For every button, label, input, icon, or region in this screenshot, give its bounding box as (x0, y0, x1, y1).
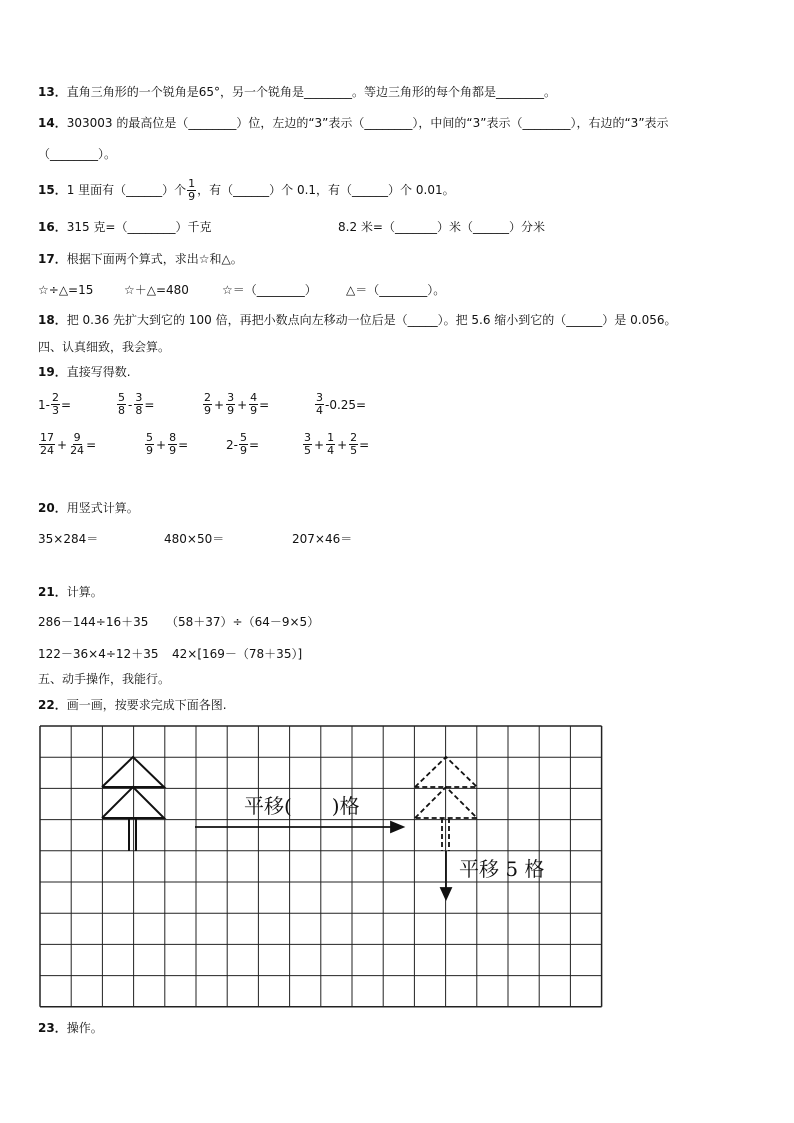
denominator: 9 (169, 444, 177, 457)
question-text: 直接写得数. (66, 365, 131, 379)
denominator: 9 (204, 404, 211, 417)
numerator: 2 (51, 391, 59, 404)
numerator: 3 (316, 391, 323, 404)
numerator: 1 (188, 176, 196, 190)
question-text: 根据下面两个算式，求出☆和△。 (66, 252, 243, 266)
section-heading: 四、认真细致，我会算。 (38, 340, 171, 354)
arrow-head-right-icon (391, 822, 403, 832)
question-23 (38, 1020, 103, 1036)
equation: ☆÷△=15 (38, 283, 94, 297)
label-vertical-translation: 平移 5 格 (459, 857, 545, 881)
question-text: 8.2 米=（_______）米（______）分米 (338, 220, 545, 234)
question-number: 14． (38, 116, 67, 130)
denominator: 4 (327, 444, 335, 457)
question-text: （________）。 (38, 147, 117, 161)
operator: + (57, 437, 68, 452)
question-text: 把 0.36 先扩大到它的 100 倍，再把小数点向左移动一位后是（_____）。把 5.6 缩小到它的（______）是 0.056。 (66, 313, 677, 327)
tree-middle-triangle (102, 787, 164, 818)
label-horizontal-translation: 平移( )格 (244, 794, 360, 818)
numerator: 3 (135, 391, 143, 404)
numerator: 2 (350, 431, 358, 444)
expression: 42×[169－（78＋35）] (172, 647, 303, 661)
equals-sign: = (359, 437, 370, 452)
operator: + (237, 397, 248, 412)
question-text: ，有（______）个 0.1，有（______）个 0.01。 (197, 183, 455, 197)
answer-blank: ☆＝（________） (222, 283, 317, 297)
question-number: 19． (38, 365, 67, 379)
tree-shape-original (102, 757, 164, 851)
arrow-head-down-icon (441, 888, 451, 899)
equation: ☆＋△=480 (124, 283, 189, 297)
question-text: 计算。 (66, 585, 103, 599)
equals-sign: = (259, 397, 270, 412)
denominator: 8 (118, 404, 125, 417)
horizontal-arrow (195, 822, 403, 832)
operator: + (214, 397, 225, 412)
denominator: 4 (316, 404, 323, 417)
numerator: 5 (118, 391, 125, 404)
denominator: 24 (70, 444, 85, 457)
operator: + (314, 437, 325, 452)
denominator: 5 (304, 444, 311, 457)
denominator: 9 (250, 404, 258, 417)
numerator: 2 (204, 391, 211, 404)
question-number: 20． (38, 501, 67, 515)
expression: 207×46＝ (292, 532, 353, 546)
question-number: 22． (38, 698, 67, 712)
question-number: 13． (38, 85, 67, 99)
operator: + (337, 437, 348, 452)
equals-sign: = (86, 437, 97, 452)
denominator: 9 (239, 444, 247, 457)
operator: - (128, 397, 133, 412)
denominator: 3 (51, 404, 59, 417)
vertical-arrow (441, 851, 451, 899)
equals-sign: = (248, 437, 260, 452)
denominator: 8 (135, 404, 143, 417)
numerator: 9 (73, 431, 81, 444)
question-text: 303003 的最高位是（________）位，左边的“3”表示（________），中间的“3”表示（________），右边的“3”表示 (66, 116, 669, 130)
denominator: 9 (227, 404, 235, 417)
question-text: 操作。 (66, 1021, 103, 1035)
expression-text: 2- (226, 437, 238, 452)
equals-sign: = (144, 397, 155, 412)
expression: 122－36×4÷12＋35 (38, 647, 159, 661)
question-text: 用竖式计算。 (66, 501, 139, 515)
question-text: 1 里面有（______）个 (66, 183, 187, 197)
question-text: 315 克=（________）千克 (66, 220, 212, 234)
tree-top-triangle (102, 757, 164, 787)
numerator: 3 (304, 431, 311, 444)
operator: + (156, 437, 167, 452)
expression: 35×284＝ (38, 532, 99, 546)
denominator: 24 (40, 444, 54, 457)
denominator: 9 (188, 189, 196, 203)
numerator: 4 (250, 391, 258, 404)
expression: （58＋37）÷（64－9×5） (166, 615, 320, 629)
section-heading: 五、动手操作，我能行。 (38, 672, 171, 686)
question-text: 直角三角形的一个锐角是65°，另一个锐角是________。等边三角形的每个角都是________。 (66, 85, 556, 99)
numerator: 8 (169, 431, 177, 444)
answer-blank: △＝（________）。 (346, 283, 446, 297)
numerator: 5 (146, 431, 153, 444)
denominator: 5 (350, 444, 358, 457)
numerator: 5 (239, 431, 247, 444)
expression-text: -0.25= (325, 397, 367, 412)
question-number: 23． (38, 1021, 67, 1035)
question-text: 画一画，按要求完成下面各图. (66, 698, 227, 712)
equals-sign: = (60, 397, 72, 412)
question-number: 15． (38, 183, 67, 197)
denominator: 9 (146, 444, 153, 457)
question-number: 21． (38, 585, 67, 599)
numerator: 3 (227, 391, 235, 404)
question-number: 17． (38, 252, 67, 266)
expression-text: 1- (38, 397, 50, 412)
question-number: 16． (38, 220, 67, 234)
expression: 480×50＝ (164, 532, 225, 546)
expression: 286－144÷16＋35 (38, 615, 149, 629)
equals-sign: = (178, 437, 189, 452)
numerator: 1 (327, 431, 335, 444)
question-number: 18． (38, 313, 67, 327)
numerator: 17 (40, 431, 54, 444)
